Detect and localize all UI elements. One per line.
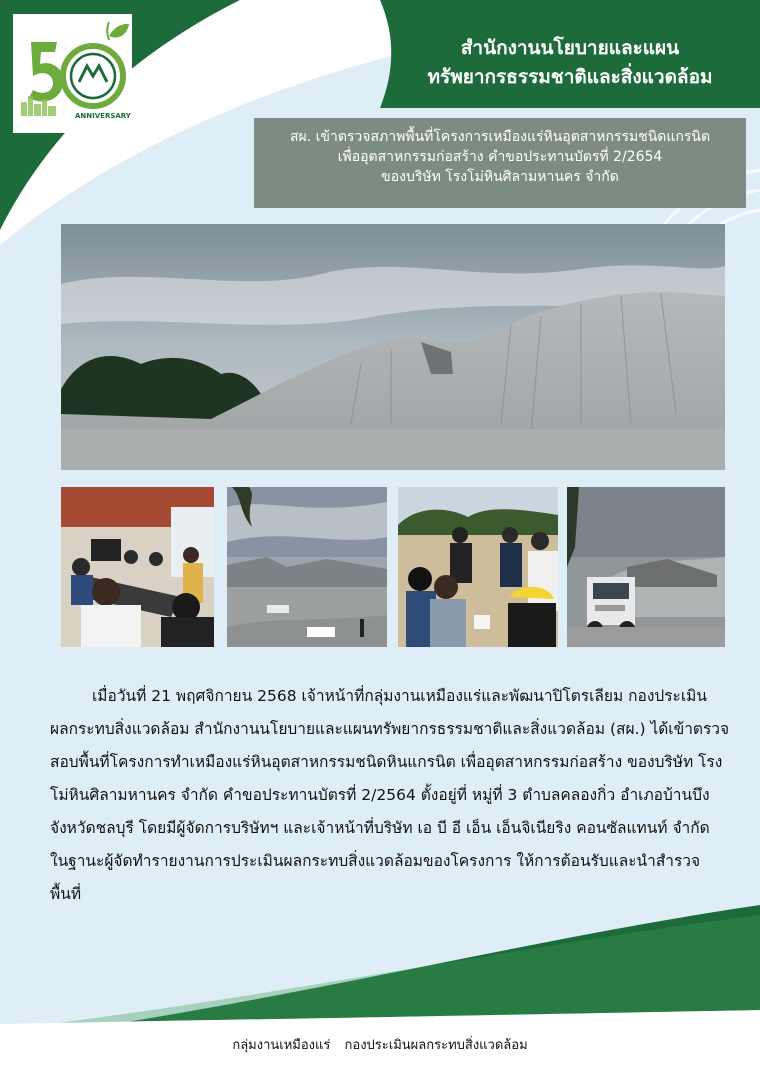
footer-division: กองประเมินผลกระทบสิ่งแวดล้อม	[344, 1038, 528, 1053]
news-body	[50, 680, 730, 911]
footer	[0, 1034, 760, 1055]
headline-line3: ของบริษัท โรงโม่หินศิลามหานคร จำกัด	[381, 169, 619, 185]
logo-caption: ANNIVERSARY	[75, 112, 131, 120]
meeting-photo	[61, 487, 214, 647]
site-overview-photo	[227, 487, 387, 647]
headline-line2: เพื่ออุตสาหกรรมก่อสร้าง คำขอประทานบัตรที่ 2/2654	[337, 149, 663, 165]
anniversary-logo	[13, 14, 132, 133]
main-site-photo	[61, 224, 725, 470]
news-paragraph: เมื่อวันที่ 21 พฤศจิกายน 2568 เจ้าหน้าที่กลุ่มงานเหมืองแร่และพัฒนาปิโตรเลียม กองประเมินผลกระทบสิ่งแวดล้อม สำนักงานนโยบายและแผนทรัพยากรธรรมชาติและสิ่งแวดล้อม (สผ.) ได้เข้าตรวจสอบพื้นที่โครงการทำเหมืองแร่หินอุตสาหกรรมชนิดหินแกรนิต เพื่ออุตสาหกรรมก่อสร้าง ของบริษัท โรงโม่หินศิลามหานคร จำกัด คำขอประทานบัตรที่ 2/2564 ตั้งอยู่ที่ หมู่ที่ 3 ตำบลคลองกิ่ว อำเภอบ้านบึง จังหวัดชลบุรี โดยมีผู้จัดการบริษัทฯ และเจ้าหน้าที่บริษัท เอ บี อี เอ็น เอ็นจิเนียริง คอนซัลแทนท์ จำกัด ในฐานะผู้จัดทำรายงานการประเมินผลกระทบสิ่งแวดล้อมของโครงการ ให้การต้อนรับและนำสำรวจพื้นที่	[50, 687, 730, 903]
site-inspection-photo	[398, 487, 558, 647]
agency-title	[400, 34, 740, 92]
agency-title-line1: สำนักงานนโยบายและแผน	[460, 37, 680, 59]
agency-title-line2: ทรัพยากรธรรมชาติและสิ่งแวดล้อม	[427, 66, 713, 88]
headline-line1: สผ. เข้าตรวจสภาพพื้นที่โครงการเหมืองแร่หินอุตสาหกรรมชนิดแกรนิต	[289, 129, 711, 145]
quarry-truck-photo	[567, 487, 725, 647]
footer-group: กลุ่มงานเหมืองแร่	[232, 1038, 331, 1053]
headline-box	[254, 118, 746, 208]
